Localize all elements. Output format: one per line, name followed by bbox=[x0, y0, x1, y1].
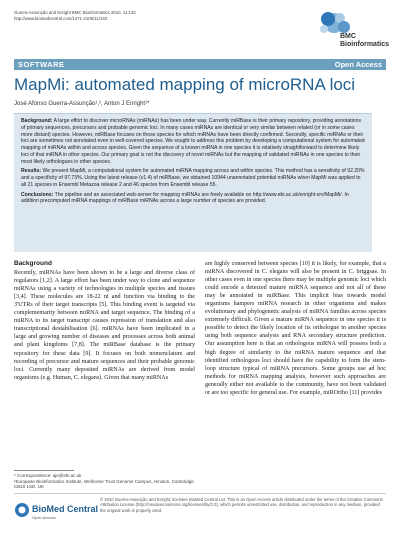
abstract-results-label: Results: bbox=[21, 168, 42, 175]
citation-line: Guerra-Assunção and Enright BMC Bioinformatics 2010, 11:132 bbox=[14, 10, 136, 15]
biomed-central-logo-icon bbox=[14, 502, 30, 518]
body-left-column bbox=[14, 260, 195, 466]
author-list: José Afonso Guerra-Assunção¹,², Anton J Enright¹* bbox=[14, 101, 150, 107]
article-url[interactable]: http://www.biomedcentral.com/1471-2105/11/133 bbox=[14, 16, 108, 21]
journal-name-line2: Bioinformatics bbox=[340, 41, 390, 48]
affiliation-line: ¹European Bioinformatics Institute, Wellcome Trust Genome Campus, Hinxton, Cambridge CB10 1SD, UK bbox=[14, 478, 194, 490]
citation-header bbox=[14, 10, 214, 22]
body-right-column bbox=[205, 260, 386, 468]
article-title: MapMi: automated mapping of microRNA loci bbox=[14, 75, 356, 94]
abstract-conclusions bbox=[21, 192, 365, 206]
abstract-box bbox=[14, 113, 372, 252]
abstract-background-label: Background: bbox=[21, 118, 53, 124]
body-paragraph: Recently, miRNAs have been shown to be a large and diverse class of regulators [1,2]. A large effort has been under way to clone and sequence miRNAs using a variety of technologies in multiple species and tissues [3,4]. These molecules are 18-22 nt and function via binding to the 3'UTRs of their target transcripts [5]. This binding event is targeted via complementarity between miRNA and target sequence. The binding of a miRNA to its target transcript causes repression of translation and also transcriptional destabilisation [6]. miRNAs have been implicated in a large and growing number of diseases and processes across both animal and plant kingdoms [7,8]. The miRBase database is the primary repository for these data [9]. It focuses on both nomenclature and recording of precursor and mature sequences and their probable genomic loci. Currently many deposited miRNAs are derived from model organisms (e.g. Human, C. elegans). Given that many miRNAs bbox=[14, 270, 195, 381]
license-text: © 2010 Guerra-Assunção and Enright; licensee BioMed Central Ltd. This is an Open Access article distributed under the terms of the Creative Commons Attribution License (http://creativecommons.org/licenses/by/2.0), which permits unrestricted use, distribution, and reproduction in any medium, provided the original work is properly cited. bbox=[100, 497, 383, 513]
footnote-divider bbox=[14, 470, 74, 471]
footnote bbox=[14, 473, 195, 490]
abstract-conclusions-label: Conclusions: bbox=[21, 191, 54, 198]
body-paragraph: are highly conserved between species [10] it is likely, for example, that a miRNA discovered in C. elegans will also be present in C. briggsae. In other cases even in one species there may be multiple genomic loci which could encode a detected mature miRNA sequence and not all of these may be annotated in miRBase. This implicit bias towards model organisms hampers miRNA research in other organisms and makes evolutionary and phylogenetic analysis of miRNA families across species extremely difficult. Given a mature miRNA sequence in one species it is possible to detect the likely location of its orthologue in another species using both sequence analysis and RNA secondary structure prediction. Our assumption here is that an orthologous miRNA will possess both a high degree of similarity to the miRNA mature sequence and that identified orthologous loci should have the capability to form the stem-loop structure typical of miRNA precursors. Some groups use ad hoc methods for miRNA mapping analysis, however such approaches are generally either not available to the community, have not been validated or are too specific for general use. For example, miROrtho [11] provides bbox=[205, 261, 386, 396]
abstract-background-text: A large effort to discover microRNAs (miRNAs) has been under way. Currently miRBase is their primary repository, providing annotations of primary sequences, precursors and probable genomic loci. In many cases miRNAs are identical or very similar between related (or in some cases more distant) species. However, miRBase focuses on those species for which miRNAs have been directly confirmed. Secondly, specific miRNAs or their loci are sometimes not annotated even in well-covered species. We sought to address this problem by developing a computational system for automated mapping of miRNAs within and across species. Given the sequence of a known miRNA in one species it is relatively straightforward to determine likely loci of that miRNA in other species. Our primary goal is not the discovery of novel miRNAs but the mapping of validated miRNAs in one species to their most likely orthologues in other species. bbox=[21, 118, 365, 165]
abstract-results bbox=[21, 168, 365, 188]
journal-name-line1: BMC bbox=[340, 33, 356, 40]
section-heading: Background bbox=[14, 260, 52, 267]
publisher-name: BioMed Central bbox=[32, 504, 99, 514]
publisher-tagline: Open Access bbox=[32, 515, 56, 520]
article-type-banner bbox=[14, 59, 386, 70]
abstract-background bbox=[21, 118, 365, 165]
correspondence-line: * Correspondence: aje@ebi.ac.uk bbox=[14, 473, 82, 478]
article-type-label: SOFTWARE bbox=[18, 60, 65, 69]
open-access-label: Open Access bbox=[334, 60, 382, 69]
footer-divider bbox=[14, 493, 386, 494]
abstract-results-text: We present MapMi, a computational system for automated miRNA mapping across and within species. This method has a sensitivity of 92.20% and a specificity of 97.73%. Using the latest release (v1.4) of miRBase, we obtained 10944 unannotated potential miRNAs when MapMi was applied to all 21 species in Ensembl Metazoa release 2 and 46 species from Ensembl release 55. bbox=[21, 168, 365, 188]
abstract-conclusions-text: The pipeline and an associated web-server for mapping miRNAs are freely available on http://www.ebi.ac.uk/enright-srv/MapMi/. In addition precomputed miRNA mappings of miRBase miRNAs across a large number of species are provided. bbox=[21, 191, 349, 205]
